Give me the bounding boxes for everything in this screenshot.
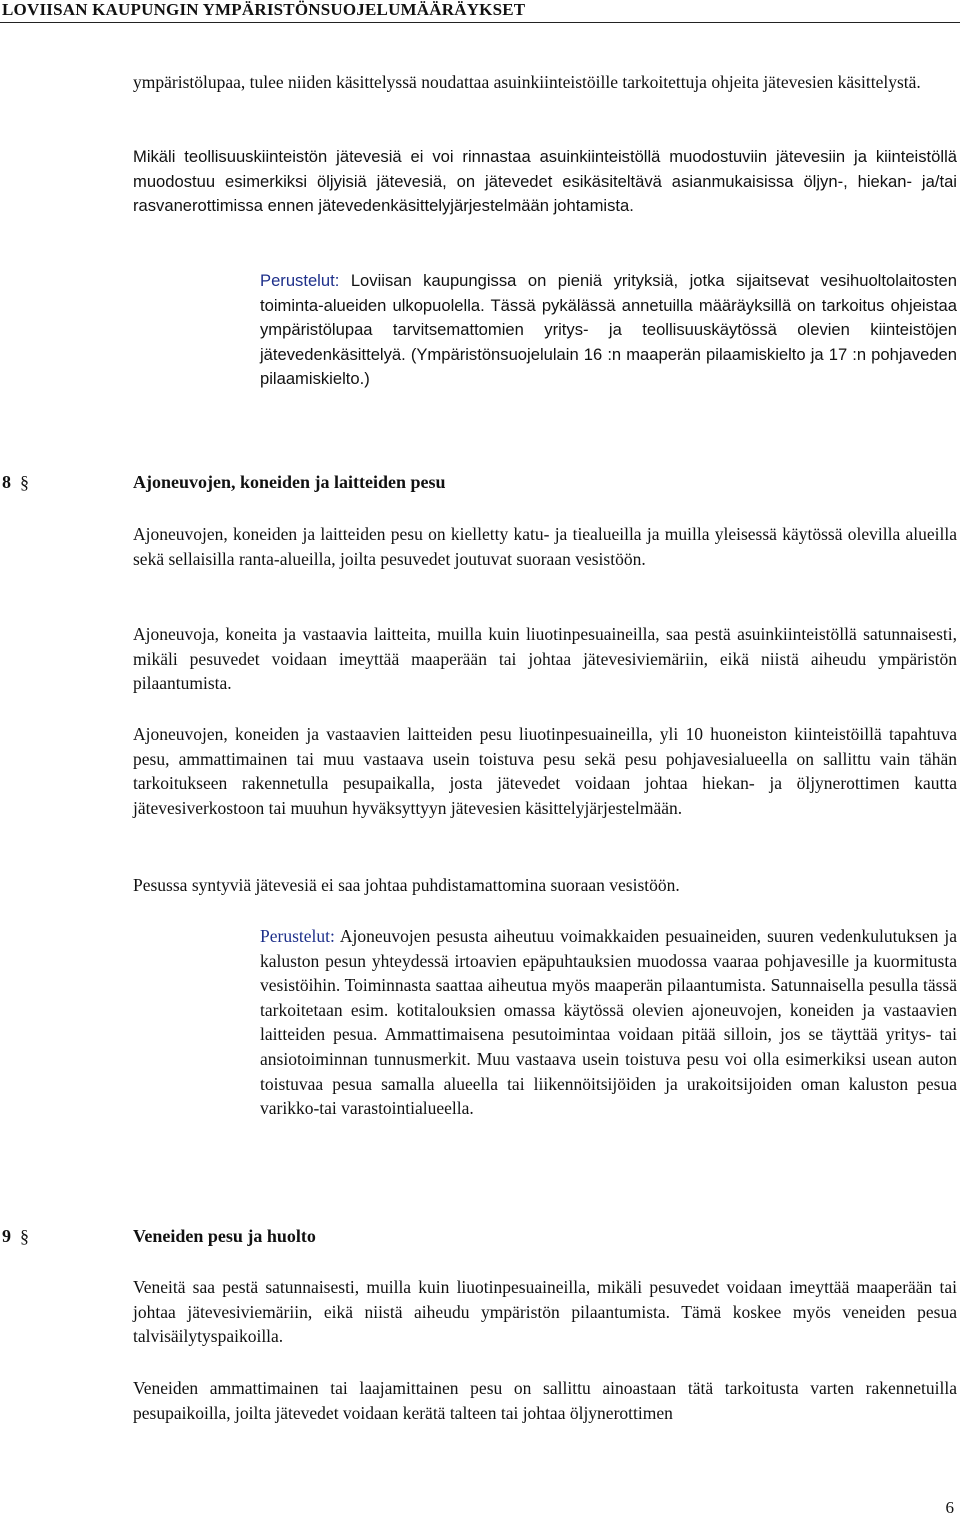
section-9-paragraph-1: Veneitä saa pestä satunnaisesti, muilla kuin liuotinpesuaineilla, mikäli pesuvedet voidaan imeyttää maaperään tai johtaa jätevesiviemäriin, eikä niistä aiheudu ympäristön pilaantumista. Tämä koskee myös veneiden pesua talvisäilytyspaikoilla. <box>133 1277 957 1347</box>
section-8-paragraph-1: Ajoneuvojen, koneiden ja laitteiden pesu on kielletty katu- ja tiealueilla ja muilla yleisessä käytössä olevilla alueilla sekä sellaisilla ranta-alueilla, joilta pesuvedet joutuvat suoraan vesistöön. <box>133 524 957 569</box>
page-number: 6 <box>945 1498 954 1517</box>
intro-paragraph-1: ympäristölupaa, tulee niiden käsittelyssä noudattaa asuinkiinteistöille tarkoitettuja ohjeita jätevesien käsittelystä. <box>133 72 921 92</box>
section-symbol: § <box>20 1226 29 1246</box>
section-title: Ajoneuvojen, koneiden ja laitteiden pesu <box>133 472 446 492</box>
intro-paragraph-2: Mikäli teollisuuskiinteistön jätevesiä ei voi rinnastaa asuinkiinteistöllä muodostuviin jätevesiin ja kiinteistöllä muodostuu esimerkiksi öljyisiä jätevesiä, on jätevedet esikäsiteltävä asianmukaisissa öljyn-, hiekan- ja/tai rasvanerottimissa ennen jätevedenkäsittelyjärjestelmään johtamista. <box>133 147 957 216</box>
rationale-text: Ajoneuvojen pesusta aiheutuu voimakkaiden pesuaineiden, suuren vedenkulutuksen ja kaluston pesun yhteydessä irtoavien epäpuhtauksien muodossa vaaraa pohjavesille ja kuormitusta vesistöihin. Toiminnasta saattaa aiheutua myös maaperän pilaantumista. Satunnaisella pesulla tässä tarkoitetaan esim. kotitalouksien omassa käytössä olevien ajoneuvojen, koneiden ja vastaavien laitteiden pesua. Ammattimaisena pesutoimintaa voidaan pitää silloin, jos se täyttää yritys- tai ansiotoiminnan tunnusmerkit. Muu vastaava usein toistuva pesu voi olla esimerkiksi usean auton toistuvaa pesua samalla alueella tai liikennöitsijöiden ja urakoitsijoiden oman kaluston pesua varikko-tai varastointialueella. <box>260 926 957 1119</box>
section-9-paragraph-2: Veneiden ammattimainen tai laajamittainen pesu on sallittu ainoastaan tätä tarkoitusta varten rakennetuilla pesupaikoilla, joilta jätevedet voidaan kerätä talteen tai johtaa öljynerottimen <box>133 1378 957 1423</box>
rationale-label: Perustelut: <box>260 271 340 290</box>
rationale-label: Perustelut: <box>260 926 335 946</box>
section-symbol: § <box>20 472 29 492</box>
section-title: Veneiden pesu ja huolto <box>133 1226 316 1246</box>
section-8-paragraph-3: Ajoneuvojen, koneiden ja vastaavien laitteiden pesu liuotinpesuaineilla, yli 10 huoneiston kiinteistöillä tapahtuva pesu, ammattimainen tai muu vastaava usein toistuva pesu sekä pesu pohjavesialueella on sallittu vain tähän tarkoitukseen rakennetulla pesupaikalla, josta jätevedet voidaan johtaa hiekan- ja öljynerottimen kautta jätevesiverkostoon tai muuhun hyväksyttyyn jätevesien käsittelyjärjestelmään. <box>133 724 957 818</box>
rationale-text: Loviisan kaupungissa on pieniä yrityksiä, jotka sijaitsevat vesihuoltolaitosten toiminta-alueiden ulkopuolella. Tässä pykälässä annetuilla määräyksillä on tarkoitus ohjeistaa ympäristölupaa tarvitsemattomien yritys- ja teollisuuskäytössä olevien kiinteistöjen jätevedenkäsittelyä. (Ympäristönsuojelulain 16 :n maaperän pilaamiskielto ja 17 :n pohjaveden pilaamiskielto.) <box>260 271 957 389</box>
document-header: LOVIISAN KAUPUNGIN YMPÄRISTÖNSUOJELUMÄÄRÄYKSET <box>0 0 960 23</box>
section-8-rationale <box>260 924 957 1121</box>
section-number: 9 <box>2 1226 11 1246</box>
section-number: 8 <box>2 472 11 492</box>
section-8-paragraph-2: Ajoneuvoja, koneita ja vastaavia laitteita, muilla kuin liuotinpesuaineilla, saa pestä asuinkiinteistöllä satunnaisesti, mikäli pesuvedet voidaan imeyttää maaperään tai johtaa jätevesiviemäriin, eikä niistä aiheudu ympäristön pilaantumista. <box>133 624 957 694</box>
intro-rationale <box>260 269 957 392</box>
section-8-paragraph-4: Pesussa syntyviä jätevesiä ei saa johtaa puhdistamattomina suoraan vesistöön. <box>133 875 680 895</box>
